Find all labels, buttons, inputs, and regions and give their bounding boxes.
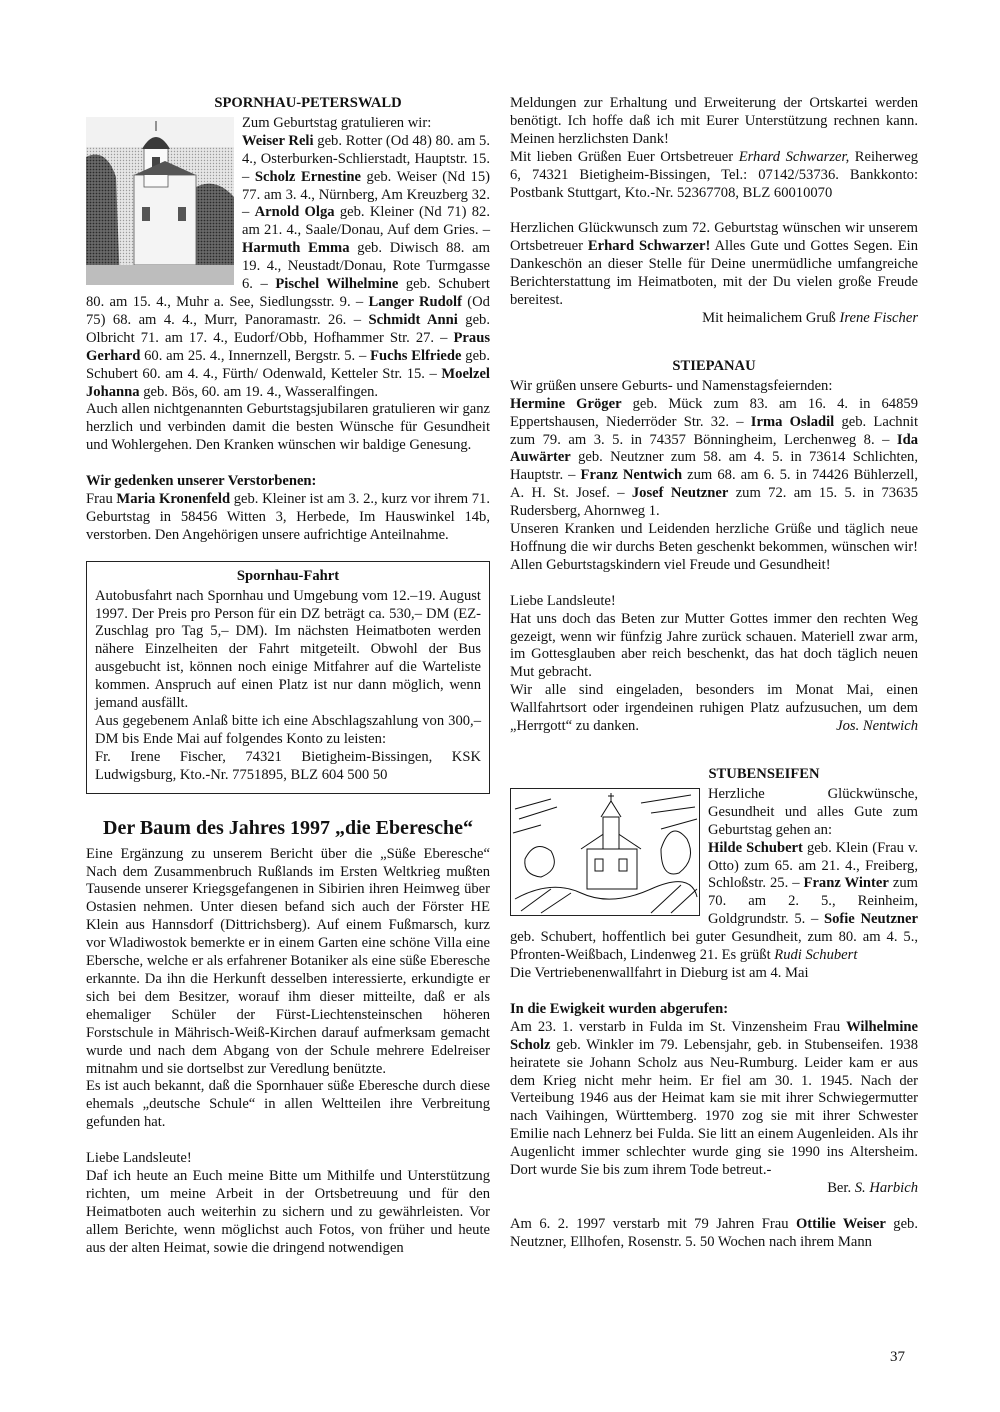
signature-name: Jos. Nentwich [836, 718, 918, 735]
person-name: Scholz Ernestine [254, 168, 361, 185]
birthday-detail: geb. Schubert 80. am 15. 4., Muhr a. See, Siedlungsstr. 9. – [86, 276, 490, 310]
person-name: Ottilie Weiser [795, 1215, 886, 1232]
birthday-detail: geb. Olbricht 71. am 17. 4., Eudorf/Obb, Hofhammer Str. 27. – [86, 311, 490, 346]
birthday-detail: geb. Lachnit zum 79. am 3. 5. in 74357 Bönningheim, Lerchenweg 8. – [510, 413, 918, 448]
stiepanau-intro: Wir grüßen unsere Geburts- und Namenstagsfeiernden: [510, 377, 833, 394]
person-name: Maria Kronenfeld [116, 491, 231, 508]
greeting-paragraph [510, 149, 918, 203]
birthday-detail: geb. Mück zum 83. am 16. 4. in 64859 Eppertshausen, Niederröder Str. 32. – [510, 395, 918, 430]
stubenseifen-intro: Herzliche Glückwünsche, Gesundheit und alles Gute zum Geburtstag gehen an: [708, 785, 918, 838]
memorial-text: geb. Kleiner ist am 3. 2., kurz vor ihrem 71. Geburtstag in 58456 Witten 3, Herbede, Im Hauswinkel 14b, verstorben. Den Angehörigen unsere aufrichtige Anteilnahme. [86, 491, 490, 543]
salutation: Liebe Landsleute! [86, 1150, 192, 1167]
author-name: Erhard Schwarzer, [738, 148, 850, 165]
page-number: 37 [890, 1349, 905, 1365]
congrats-post: Alles Gute und Gottes Segen. Ein Dankeschön an dieser Stelle für Deine unermüdliche umfangreiche Berichterstattung im Heimatboten, mit der Du vielen große Freude bereitest. [510, 238, 918, 309]
eternity-heading: In die Ewigkeit wurden abgerufen: [510, 1000, 729, 1017]
person-name: Praus Gerhard [86, 329, 490, 364]
trip-title: Spornhau-Fahrt [236, 567, 340, 584]
right-column [510, 95, 918, 1252]
congrats-pre: Herzlichen Glückwunsch zum 72. Geburtstag wünschen wir unserem Ortsbetreuer [510, 220, 918, 255]
obituary-signature [510, 1180, 918, 1198]
prayer-paragraph-2 [510, 682, 918, 736]
birthday-detail: 60. am 25. 4., Innernzell, Bergstr. 5. – [140, 347, 371, 364]
sick-paragraph: Unseren Kranken und Leidenden herzliche Grüße und täglich neue Hoffnung die wir durchs Beten geschenkt bekommen, wünschen wir! Allen Geburtstagskindern viel Freude und Gesundheit! [510, 521, 918, 573]
obituary-pre: Am 6. 2. 1997 verstarb mit 79 Jahren Frau [510, 1215, 796, 1232]
person-name: Franz Nentwich [580, 467, 683, 484]
person-name: Weiser Reli [242, 132, 314, 149]
person-name: Fuchs Elfriede [370, 347, 462, 364]
signature-name: S. Harbich [854, 1179, 918, 1196]
person-name: Franz Winter [803, 875, 889, 892]
birthday-detail: geb. Diwisch 88. am 19. 4., Neustadt/Donau, Rote Turmgasse 6. – [242, 240, 491, 293]
obituary-1 [510, 1019, 918, 1180]
church-photo-image [86, 117, 234, 285]
signature-name: Rudi Schubert [774, 947, 858, 964]
signature-pre: Mit heimalichem Gruß [702, 309, 840, 326]
greeting-post: Reiherweg 6, 74321 Bietigheim-Bissingen, Tel.: 07142/53736. Bankkonto: Postbank Stuttgart, Kto.-Nr. 52367708, BLZ 60010070 [510, 148, 918, 201]
obituary-pre: Am 23. 1. verstarb in Fulda im St. Vinzensheim Frau [510, 1018, 847, 1035]
person-name: Schmidt Anni [368, 311, 458, 328]
person-name: Wilhelmine Scholz [510, 1018, 918, 1053]
birthday-detail: geb. Kleiner (Nd 71) 82. am 21. 4., Saale/Donau, Auf dem Gries. – [242, 204, 490, 239]
left-column [86, 95, 490, 1258]
memorial-pre: Frau [86, 491, 117, 508]
prayer-text: Wir alle sind eingeladen, besonders im Monat Mai, einen Wallfahrtsort oder irgendeinen ruhigen Platz aufzusuchen, um dem „Herrgott“ zu danken. [510, 682, 918, 735]
pilgrimage-note: Die Vertriebenenwallfahrt in Dieburg ist am 4. Mai [510, 964, 809, 981]
church-sketch [510, 788, 700, 916]
obituary-text: geb. Neutzner, Ellhofen, Rosenstr. 5. 50 Wochen nach ihrem Mann [510, 1215, 918, 1250]
memorial-paragraph [86, 491, 490, 545]
appeal-paragraph: Daf ich heute an Euch meine Bitte um Mithilfe und Unterstützung richten, um meine Arbeit in der Ortsbetreuung und für den Heimatboten auch weiterhin zu sichern und zu gewährleisten. Vor allem Berichte, wenn möglichst auch Fotos, von früher und heute aus der alten Heimat, sowie die dringend notwendigen [86, 1168, 490, 1256]
birthday-detail: geb. Schubert, hoffentlich bei guter Gesundheit, zum 80. am 4. 5., Pfronten-Weißbach, Lindenweg 21. Es grüßt [510, 929, 918, 964]
birthday-detail: zum 68. am 6. 5. in 74426 Bühlerzell, A. H. St. Josef. – [510, 467, 919, 502]
section-heading-stubenseifen: STUBENSEIFEN [708, 766, 820, 782]
memorial-heading: Wir gedenken unserer Verstorbenen: [86, 473, 317, 490]
tree-article-title: Der Baum des Jahres 1997 „die Eberesche“ [103, 816, 473, 839]
birthday-detail: geb. Weiser (Nd 15) 77. am 3. 4., Nürnberg, Am Kreuzberg 32. – [242, 168, 491, 221]
salutation: Liebe Landsleute! [510, 592, 616, 609]
birthday-detail: (Od 75) 68. am 4. 4., Murr, Panoramastr. 26. – [86, 293, 490, 328]
birthday-detail: geb. Rotter (Od 48) 80. am 5. 4., Osterburken-Schlierstadt, Hauptstr. 15. – [242, 132, 490, 185]
continuation-paragraph: Meldungen zur Erhaltung und Erweiterung der Ortskartei werden benötigt. Ich hoffe daß ich mit Eurer Unterstützung rechnen kann. Meinen herzlichsten Dank! [510, 95, 918, 147]
person-name: Josef Neutzner [631, 485, 729, 502]
trip-box [86, 561, 490, 794]
trip-paragraph-2: Aus gegebenem Anlaß bitte ich eine Abschlagszahlung von 300,– DM bis Ende Mai auf folgendes Konto zu leisten: [95, 713, 481, 747]
person-name: Pischel Wilhelmine [275, 276, 399, 293]
birthday-detail: geb. Bös, 60. am 19. 4., Wasseralfingen. [139, 383, 379, 400]
birthday-detail: zum 72. am 15. 5. in 73635 Rudersberg, Ahornweg 1. [510, 485, 918, 520]
prayer-paragraph-1: Hat uns doch das Beten zur Mutter Gottes immer den rechten Weg gezeigt, wenn wir fünfzig Jahre zurück schauen. Materiell zwar arm, im Gottesglauben aber reich beschenkt, das hat doch täglich neuen Mut gebracht. [510, 610, 918, 681]
person-name: Harmuth Emma [242, 240, 350, 257]
church-photo [86, 117, 234, 285]
birthday-detail: geb. Neutzner zum 58. am 4. 5. in 73614 Schlichten, Hauptstr. – [510, 449, 918, 484]
trip-paragraph-3: Fr. Irene Fischer, 74321 Bietigheim-Bissingen, KSK Ludwigsburg, Kto.-Nr. 7751895, BLZ 604 500 50 [95, 748, 481, 783]
section-heading-stiepanau: STIEPANAU [672, 357, 756, 374]
person-name: Arnold Olga [254, 204, 335, 221]
person-name: Irma Osladil [750, 413, 835, 430]
person-name: Moelzel Johanna [86, 365, 490, 400]
birthday-detail: geb. Schubert 60. am 4. 4., Fürth/ Odenwald, Ketteler Str. 15. – [86, 347, 490, 382]
section-heading-spornhau: SPORNHAU-PETERSWALD [214, 95, 402, 111]
person-name: Ida Auwärter [510, 431, 918, 466]
person-name: Langer Rudolf [368, 293, 462, 310]
person-name: Hilde Schubert [708, 839, 803, 856]
person-name: Hermine Gröger [510, 395, 622, 412]
signature-name: Irene Fischer [839, 309, 918, 326]
birthday-intro: Zum Geburtstag gratulieren wir: [242, 114, 432, 131]
trip-paragraph-1: Autobusfahrt nach Spornhau und Umgebung vom 12.–19. August 1997. Der Preis pro Person für ein DZ beträgt ca. 530,– DM (EZ-Zuschlag pro Tag 5,– DM). Im nächsten Heimatboten werden nähere Einzelheiten der Fahrt mitgeteilt. Obwohl der Bus ausgebucht ist, können noch einige Mitfahrer auf die Warteliste kommen. Anspruch auf einen Platz ist nur dann möglich, wenn jemand ausfällt. [95, 587, 481, 712]
greeting-pre: Mit lieben Grüßen Euer Ortsbetreuer [510, 148, 739, 165]
person-name: Erhard Schwarzer! [587, 238, 711, 255]
person-name: Sofie Neutzner [823, 911, 918, 928]
church-sketch-image [511, 789, 699, 915]
birthday-detail: zum 70. am 2. 5., Reinheim, Goldgrundstr. 5. – [708, 875, 919, 928]
wishes-paragraph: Auch allen nichtgenannten Geburtstagsjubilaren gratulieren wir ganz herzlich und verbinden damit die besten Wünsche für Gesundheit und Wohlergehen. Den Kranken wünschen wir baldige Genesung. [86, 401, 490, 454]
stiepanau-list [510, 396, 918, 521]
tree-paragraph-2: Es ist auch bekannt, daß die Spornhauer süße Eberesche durch diese ehemals „deutsche Schule“ in allen Weltteilen ihre Verbreitung gefunden hat. [86, 1078, 490, 1131]
obituary-text: geb. Winkler im 79. Lebensjahr, geb. in Stubenseifen. 1938 heiratete sie Johann Scholz aus Neu-Rumburg. Leider kam er aus dem Krieg nicht mehr heim. Er fiel am 30. 1. 1945. Nach der Verteibung 1946 aus der Heimat kam sie mit ihrer Schwiegermutter nach Vaihingen, Württemberg. 1970 zog sie mit ihrer Schwester Emilie nach Lehnerz bei Fulda. Sie litt an einem Augenleiden. Als ihr Augenlicht immer schlechter wurde ging sie 1990 ins Altersheim. Dort wurde Sie bis zum ihrem Tode betreut.- [510, 1036, 918, 1179]
tree-paragraph-1: Eine Ergänzung zu unserem Bericht über die „Süße Eberesche“ Nach dem Zusammenbruch Rußlands im Ersten Weltkrieg mußten Tausende unserer Kriegsgefangenen in Sibirien ihren Heimweg über Ostasien nehmen. Unter diesen befand sich auch der Förster HE Klein aus Hannsdorf (Dittrichsberg). Auf einem Fußmarsch, kurz vor Wladiwostok bemerkte er in einem Garten eine schöne Villa eine Ebersche, welche er als erfahrener Botaniker als eine süße Eberesche erkannte. Da ihn die Herkunft desselben interessierte, erkundigte er sich bei dem Besitzer, worauf ihm dieser mitteilte, daß er als ehemaliger Schüler der Fürst-Liechtensteinschen höheren Forstschule in Mährisch-Weiß-Kirchen darauf aufmerksam gemacht wurde und nach dem Abgang von der Schule mehrere Edelreiser mitnahm und sie dortselbst zur Veredlung benützte. [86, 845, 490, 1077]
congrats-paragraph [510, 220, 918, 310]
signature [510, 310, 918, 328]
signature-pre: Ber. [827, 1179, 855, 1196]
birthday-detail: geb. Klein (Frau v. Otto) zum 65. am 21. 4., Freiberg, Schloßstr. 25. – [708, 839, 918, 892]
obituary-2 [510, 1216, 918, 1252]
